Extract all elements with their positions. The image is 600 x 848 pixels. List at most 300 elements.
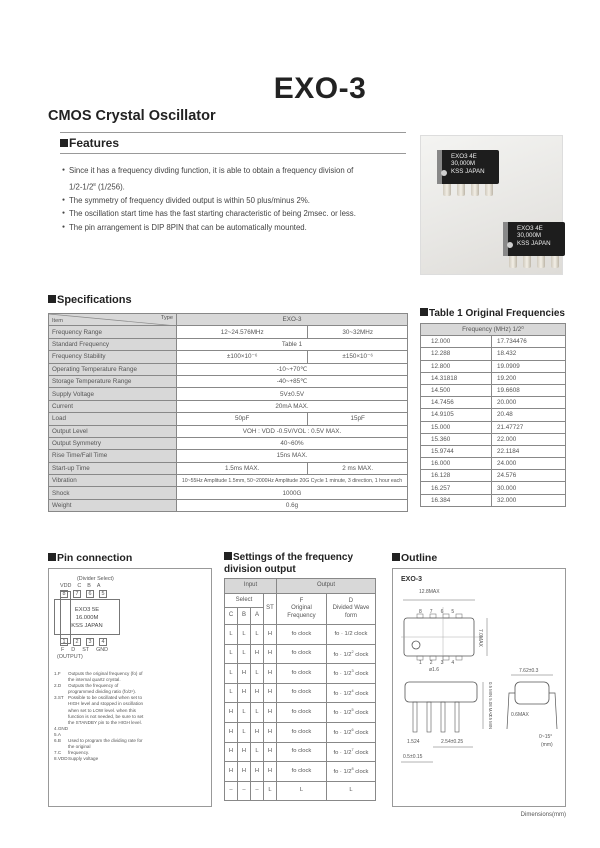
pin-desc-text: frequency. [68,750,90,756]
freq-cell: 16.384 [421,494,492,506]
table-row [421,324,566,336]
d-exp: 6 [351,728,354,733]
freq-cell: 22.1184 [492,445,566,457]
cell: L [225,644,238,664]
table-row [421,445,566,457]
pin-label: GND [96,647,109,653]
table-row [421,336,566,348]
d-exp: 3 [351,669,354,674]
square-bullet-icon [420,308,428,316]
cell: H [264,683,277,703]
pin-number: 7 [429,609,433,615]
pin-number: 6 [86,590,94,598]
feature-item [62,221,412,235]
select-header: Select [225,594,264,608]
cell: H [238,762,251,782]
cell: L [251,625,264,645]
d-clock: clock [353,729,369,736]
d-sub: Divided Wave form [332,605,370,619]
pin-desc-text: Supply voltage [68,756,99,762]
cell: L [238,644,251,664]
d-base: fo · 1/2 [333,671,352,678]
product-subtitle: CMOS Crystal Oscillator [48,108,216,124]
features-list [62,164,412,235]
cell: fo clock [277,664,327,684]
freq-cell: 20.000 [492,397,566,409]
pin-number: 2 [73,638,81,646]
table-row [421,384,566,396]
model-header: EXO-3 [177,314,408,326]
table-row [49,375,408,387]
table1-header: Frequency (MHz) 1/2⁰ [421,324,566,336]
bottom-pin-numbers [60,638,107,646]
pin-number: 8 [60,590,68,598]
pin-connection-heading [48,552,132,564]
d-clock: clock [353,690,369,697]
pin-label: B [87,583,91,589]
col-b-header: B [238,608,251,625]
cell [326,762,375,782]
d-clock: clock [353,749,369,756]
cell: H [238,742,251,762]
cell: L [225,625,238,645]
division-settings-table [224,578,376,801]
pin-connection-diagram [48,568,212,807]
table-row [421,397,566,409]
pin-desc-key: 2.D [54,683,62,689]
features-heading-text: Features [69,136,120,150]
freq-cell: 14.500 [421,384,492,396]
d-base: fo · 1/2 [333,729,352,736]
chip-label: EXO3 4E [517,225,543,232]
spec-value: 15pF [308,413,408,425]
specifications-table [48,313,408,512]
cell: H [238,664,251,684]
specifications-heading-text: Specifications [57,294,132,306]
cell: – [251,781,264,801]
spec-label: Storage Temperature Range [49,375,177,387]
pin-desc-key: 7.C [54,750,62,756]
spec-value: 5V±0.5V [177,388,408,400]
freq-cell: 24.576 [492,470,566,482]
table-row [49,413,408,425]
settings-heading-text: Settings of the frequency division output [224,552,354,575]
bottom-pin-labels [61,647,108,653]
pin-label: C [77,583,82,589]
freq-cell: 16.257 [421,482,492,494]
table-row [421,482,566,494]
pin-descriptions [54,671,206,762]
cell: H [225,762,238,782]
pin-number: 4 [99,638,107,646]
dim-hole: ø1.6 [429,667,440,673]
features-top-rule [60,132,406,133]
pin-desc-text: Outputs the frequency of programmed dividing ratio (fo/2ⁿ). [68,683,137,695]
spec-value: 40~60% [177,437,408,449]
dim-pitch: 2.54±0.25 [441,739,464,745]
d-base: fo · 1/2 [333,710,352,717]
chip-marking: 16.000M [75,615,99,621]
feature-item [62,194,412,208]
cell: L [225,664,238,684]
cell: L [251,742,264,762]
st-header: ST [264,594,277,625]
dim-lead: 2.5 MIN [488,714,493,730]
cell [326,683,375,703]
dim-thick: 0.6MAX [511,712,529,718]
table-row [421,409,566,421]
pin-number: 5 [451,609,455,615]
chip-label: KSS JAPAN [517,239,551,247]
spec-label: Frequency Stability [49,351,177,363]
outline-heading-text: Outline [401,552,438,564]
table1-heading-text: Table 1 Original Frequencies [429,308,565,319]
spec-label: Vibration [49,475,177,487]
features-bottom-rule [60,153,406,154]
top-pin-labels [60,583,101,589]
spec-label: Load [49,413,177,425]
pin-desc-text: Possible to be oscillated when set to HIGH level and stopped in oscillation when set to LOW level. when this function is not needed, be sure to set the STANDBY pin to the HIGH level. [68,695,144,725]
pin-desc-text: Outputs the original frequency (fo) of the internal quartz crystal. [68,671,143,683]
cell: fo clock [277,742,327,762]
pin-desc-key: 3.ST [54,695,64,701]
table-row [421,470,566,482]
table-row [225,781,376,801]
table-row [49,314,408,326]
freq-cell: 19.200 [492,372,566,384]
freq-cell: 18.432 [492,348,566,360]
cell: L [251,703,264,723]
d-clock: clock [353,710,369,717]
pin-desc-text: Used to program the dividing rate for the original [68,738,143,750]
table-row [225,762,376,782]
cell [326,722,375,742]
chip-image [503,222,565,256]
freq-cell: 24.000 [492,458,566,470]
col-a-header: A [251,608,264,625]
freq-cell: 20.48 [492,409,566,421]
d-base: fo · 1/2 [333,690,352,697]
output-label: (OUTPUT) [57,654,83,660]
dim-unit: (mm) [541,742,553,748]
table-row [49,462,408,474]
dim-height: 7.0MAX [477,629,483,647]
table-row [225,579,376,594]
square-bullet-icon [392,553,400,561]
cell [326,703,375,723]
d-exp: 4 [351,688,354,693]
pin-number: 3 [440,660,444,666]
dim-pitch-left: 1.524 [407,739,420,745]
outline-bottom-pins [419,660,454,666]
square-bullet-icon [48,553,56,561]
chip-image [437,150,499,184]
square-bullet-icon [48,295,56,303]
table-row [421,494,566,506]
corner-item-label: Item [52,318,63,325]
divider-select-label: (Divider Select) [77,576,114,582]
table-row [49,338,408,350]
table-row [49,425,408,437]
cell: fo clock [277,644,327,664]
freq-cell: 12.800 [421,360,492,372]
cell: – [225,781,238,801]
feature-item [62,164,412,194]
table-row [225,742,376,762]
table-row [49,363,408,375]
spec-label: Standard Frequency [49,338,177,350]
spec-label: Supply Voltage [49,388,177,400]
cell: H [264,664,277,684]
pin-number: 1 [419,660,422,666]
cell: H [225,742,238,762]
spec-value: ±100×10⁻⁶ [177,351,308,363]
original-frequencies-table [420,323,566,507]
cell: H [251,722,264,742]
feature-tail: (1/256). [95,182,125,192]
pin-desc-key: 4.GND [54,725,69,731]
table-row [49,487,408,499]
freq-cell: 21.47727 [492,421,566,433]
dimensions-note: Dimensions(mm) [520,812,566,818]
freq-cell: 14.7456 [421,397,492,409]
spec-value: 20mA MAX. [177,400,408,412]
table-row [225,664,376,684]
col-c-header: C [225,608,238,625]
spec-value: Table 1 [177,338,408,350]
cell: fo clock [277,722,327,742]
feature-item [62,207,412,221]
cell [326,742,375,762]
cell: H [251,683,264,703]
spec-value: 15ns MAX. [177,450,408,462]
pin-desc-row [54,738,206,750]
pin-number: 5 [99,590,107,598]
feature-text: Since it has a frequency divding function, it is able to obtain a frequency division of [69,166,354,175]
table-row [49,475,408,487]
freq-cell: 15.360 [421,433,492,445]
d-clock: clock [353,769,369,776]
cell: H [264,722,277,742]
pin-number: 7 [73,590,81,598]
pin-desc-key: 1.F [54,671,61,676]
freq-cell: 16.000 [421,458,492,470]
d-clock: clock [353,651,369,658]
spec-value: 50pF [177,413,308,425]
d-exp: 8 [351,767,354,772]
spec-value: 10~55Hz Amplitude 1.5mm, 50~2000Hz Amplitude 20G Cycle 1 minute, 3 direction, 1 hour each [177,475,408,487]
spec-label: Current [49,400,177,412]
spec-label: Output Symmetry [49,437,177,449]
outline-drawing [392,568,566,807]
spec-value: 12~24.576MHz [177,326,308,338]
pin-label: ST [82,647,90,653]
pin-label: VDD [60,583,72,589]
spec-value: -10~+70℃ [177,363,408,375]
pin-desc-key: 6.B [54,738,61,744]
d-base: fo · 1/2 [333,651,352,658]
dimension-drawing [393,569,567,808]
spec-value: 1.5ms MAX. [177,462,308,474]
chip-label: 30,000M [517,232,542,240]
spec-value: -40~+85℃ [177,375,408,387]
cell: H [251,644,264,664]
d-base: fo · 1/2 [333,749,352,756]
spec-label: Start-up Time [49,462,177,474]
table-row [49,499,408,511]
corner-type-label: Type [160,315,173,321]
spec-label: Operating Temperature Range [49,363,177,375]
cell: H [238,683,251,703]
freq-cell: 17.734476 [492,336,566,348]
table-row [421,360,566,372]
table1-heading [420,308,565,319]
spec-value: 30~32MHz [308,326,408,338]
table-row [421,458,566,470]
pin-desc-key: 5.A [54,731,61,737]
square-bullet-icon [60,139,68,147]
chip-body [54,599,120,635]
spec-value: VOH : VDD -0.5V/VOL : 0.5V MAX. [177,425,408,437]
freq-cell: 15.000 [421,421,492,433]
spec-value: 2 ms MAX. [308,462,408,474]
pin-desc-key: 8.VDD [54,756,68,762]
cell: H [225,722,238,742]
d-exp: 7 [351,747,354,752]
cell: L [326,781,375,801]
pin-number: 4 [451,660,455,666]
d-base: fo · 1/2 [333,769,352,776]
input-header: Input [225,579,277,594]
cell: L [264,781,277,801]
outline-heading [392,552,437,564]
spec-label: Output Level [49,425,177,437]
table-row [49,450,408,462]
f-label: F [299,597,304,604]
square-bullet-icon [224,552,232,560]
d-header [326,594,375,625]
cell: H [264,742,277,762]
cell [326,664,375,684]
pin-number: 1 [60,638,68,646]
spec-value: 0.6g [177,499,408,511]
freq-cell: 32.000 [492,494,566,506]
cell: L [251,664,264,684]
cell: L [277,781,327,801]
dim-lead-width: 0.5±0.15 [403,754,423,760]
spec-value: ±150×10⁻⁶ [308,351,408,363]
table-row [225,594,376,608]
d-label: D [348,597,354,604]
pin-desc-row [54,671,206,683]
cell: fo clock [277,683,327,703]
spec-label: Frequency Range [49,326,177,338]
d-clock: clock [353,671,369,678]
table-row [225,722,376,742]
feature-sup: 8 [93,181,96,187]
table-row [49,326,408,338]
cell: H [264,762,277,782]
cell: L [225,683,238,703]
pin-number: 2 [429,660,433,666]
pin-number: 3 [86,638,94,646]
freq-cell: 12.000 [421,336,492,348]
specifications-heading [48,294,132,306]
spec-value: 1000G [177,487,408,499]
table-row [421,421,566,433]
cell: H [264,625,277,645]
pin-label: F [61,647,65,653]
features-heading [60,136,119,150]
dim-body: 0.5 MIN 5.08 MAX [488,682,493,718]
pin1-dot-icon [507,242,513,248]
cell: fo clock [277,762,327,782]
table-row [49,388,408,400]
table-row [225,683,376,703]
table-row [421,433,566,445]
chip-label: KSS JAPAN [451,167,485,175]
cell: H [264,703,277,723]
table-row [225,703,376,723]
feature-text: The pin arrangement is DIP 8PIN that can be automatically mounted. [69,222,307,232]
product-title: EXO-3 [273,72,367,105]
feature-text-cont: 1/2-1/2 [69,182,94,192]
pin1-dot-icon [441,170,447,176]
table-row [49,437,408,449]
table-row [421,372,566,384]
pin-number: 8 [419,609,422,615]
cell: H [225,703,238,723]
freq-cell: 19.6608 [492,384,566,396]
f-sub: Original Frequency [287,605,316,619]
feature-text: The symmetry of frequency divided output is within 50 plus/minus 2%. [69,195,310,205]
outline-model-label: EXO-3 [401,576,423,583]
cell: – [238,781,251,801]
d-exp: 2 [351,649,354,654]
product-photo [420,135,563,275]
chip-label: EXO3 4E [451,153,477,160]
output-header: Output [277,579,376,594]
table-row [225,625,376,645]
table-row [421,348,566,360]
table-row [49,351,408,363]
cell: L [238,625,251,645]
f-header [277,594,327,625]
freq-cell: 30.000 [492,482,566,494]
freq-cell: 19.0909 [492,360,566,372]
cell: fo · 1/2 clock [326,625,375,645]
cell: H [264,644,277,664]
table-row [49,400,408,412]
freq-cell: 14.31818 [421,372,492,384]
freq-cell: 16.128 [421,470,492,482]
freq-cell: 15.9744 [421,445,492,457]
pin-number: 6 [440,609,444,615]
dim-width: 7.62±0.3 [519,668,539,674]
cell [326,644,375,664]
d-exp: 5 [351,708,354,713]
settings-heading [224,552,384,576]
chip-label: 30,000M [451,160,476,168]
freq-cell: 22.000 [492,433,566,445]
pin-desc-row [54,683,206,695]
pin-label: A [96,583,101,589]
feature-text: The oscillation start time has the fast starting characteristic of being 2msec. or less. [69,209,356,219]
chip-marking: EXO3 5E [74,607,100,613]
cell: L [238,722,251,742]
cell: fo clock [277,703,327,723]
spec-label: Rise Time/Fall Time [49,450,177,462]
